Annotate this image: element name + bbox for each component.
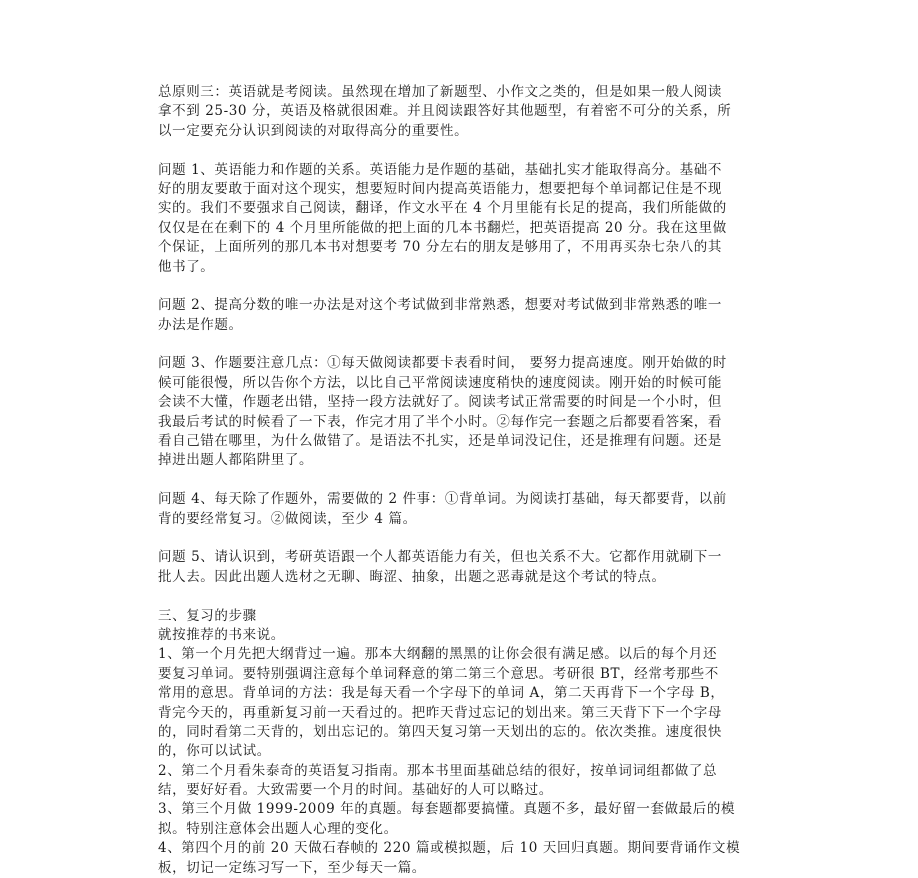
text-line: 4、第四个月的前 20 天做石春帧的 220 篇或模拟题，后 10 天回归真题。期间要背诵作文模 bbox=[158, 840, 741, 857]
text-line: 3、第三个月做 1999-2009 年的真题。每套题都要搞懂。真题不多，最好留一套做最后的模 bbox=[158, 801, 736, 818]
paragraph bbox=[158, 548, 918, 587]
text-line: 1、第一个月先把大纲背过一遍。那本大纲翻的黑黑的让你会很有满足感。以后的每个月还 bbox=[158, 646, 718, 663]
text-line: 三、复习的步骤 bbox=[158, 607, 257, 624]
text-line: 结，要好好看。大致需要一个月的时间。基础好的人可以略过。 bbox=[158, 782, 553, 799]
text-line: 候可能很慢，所以告你个方法，以比自己平常阅读速度稍快的速度阅读。刚开始的时候可能 bbox=[158, 374, 722, 391]
text-line: 的，你可以试试。 bbox=[158, 743, 271, 760]
text-line: 2、第二个月看朱泰奇的英语复习指南。那本书里面基础总结的很好，按单词词组都做了总 bbox=[158, 762, 718, 779]
text-line: 掉进出题人都陷阱里了。 bbox=[158, 452, 314, 469]
text-line: 拿不到 25-30 分，英语及格就很困难。并且阅读跟答好其他题型，有着密不可分的关系，所 bbox=[158, 103, 732, 120]
paragraph-spacer bbox=[158, 141, 918, 160]
text-line: 仅仅是在在剩下的 4 个月里所能做的把上面的几本书翻烂，把英语提高 20 分。我在这里做 bbox=[158, 219, 727, 236]
paragraph bbox=[158, 354, 918, 470]
paragraph-spacer bbox=[158, 587, 918, 606]
text-line: 总原则三：英语就是考阅读。虽然现在增加了新题型、小作文之类的，但是如果一般人阅读 bbox=[158, 84, 722, 100]
text-line: 问题 5、请认识到，考研英语跟一个人都英语能力有关，但也关系不大。它都作用就刷下一 bbox=[158, 549, 722, 566]
text-line: 我最后考试的时候看了一下表，作完才用了半个小时。②每作完一套题之后都要看答案，看 bbox=[158, 413, 722, 430]
text-line: 问题 3、作题要注意几点：①每天做阅读都要卡表看时间， 要努力提高速度。刚开始做的时 bbox=[158, 355, 727, 372]
paragraph bbox=[158, 607, 918, 878]
paragraph-spacer bbox=[158, 529, 918, 548]
paragraph-spacer bbox=[158, 277, 918, 296]
document-body bbox=[158, 83, 918, 878]
paragraph-spacer bbox=[158, 471, 918, 490]
text-line: 他书了。 bbox=[158, 258, 215, 275]
text-line: 好的朋友要敢于面对这个现实，想要短时间内提高英语能力，想要把每个单词都记住是不现 bbox=[158, 180, 722, 197]
text-line: 会读不大懂，作题老出错，坚持一段方法就好了。阅读考试正常需要的时间是一个小时，但 bbox=[158, 394, 722, 411]
paragraph bbox=[158, 83, 918, 141]
text-line: 板，切记一定练习写一下，至少每天一篇。 bbox=[158, 859, 426, 876]
text-line: 常用的意思。背单词的方法：我是每天看一个字母下的单词 A，第二天再背下一个字母 B， bbox=[158, 685, 725, 702]
text-line: 问题 4、每天除了作题外，需要做的 2 件事：①背单词。为阅读打基础，每天都要背，以前 bbox=[158, 491, 727, 508]
text-line: 要复习单词。要特别强调注意每个单词释意的第二第三个意思。考研很 BT，经常考那些不 bbox=[158, 665, 719, 682]
text-line: 实的。我们不要强求自己阅读，翻译，作文水平在 4 个月里能有长足的提高，我们所能做的 bbox=[158, 200, 727, 217]
text-line: 背完今天的，再重新复习前一天看过的。把昨天背过忘记的划出来。第三天背下下一个字母 bbox=[158, 704, 722, 721]
paragraph bbox=[158, 296, 918, 335]
text-line: 办法是作题。 bbox=[158, 316, 243, 333]
text-line: 背的要经常复习。②做阅读，至少 4 篇。 bbox=[158, 510, 417, 527]
text-line: 问题 2、提高分数的唯一办法是对这个考试做到非常熟悉，想要对考试做到非常熟悉的唯一 bbox=[158, 297, 722, 314]
text-line: 看自己错在哪里，为什么做错了。是语法不扎实，还是单词没记住，还是推理有问题。还是 bbox=[158, 433, 722, 450]
paragraph-spacer bbox=[158, 335, 918, 354]
text-line: 就按推荐的书来说。 bbox=[158, 626, 285, 643]
text-line: 的，同时看第二天背的，划出忘记的。第四天复习第一天划出的忘的。依次类推。速度很快 bbox=[158, 723, 722, 740]
paragraph bbox=[158, 161, 918, 277]
text-line: 拟。特别注意体会出题人心理的变化。 bbox=[158, 820, 398, 837]
text-line: 批人去。因此出题人选材之无聊、晦涩、抽象，出题之恶毒就是这个考试的特点。 bbox=[158, 568, 666, 585]
paragraph bbox=[158, 490, 918, 529]
text-line: 问题 1、英语能力和作题的关系。英语能力是作题的基础，基础扎实才能取得高分。基础不 bbox=[158, 161, 722, 178]
text-line: 以一定要充分认识到阅读的对取得高分的重要性。 bbox=[158, 122, 469, 139]
text-line: 个保证，上面所列的那几本书对想要考 70 分左右的朋友是够用了，不用再买杂七杂八的其 bbox=[158, 239, 722, 256]
